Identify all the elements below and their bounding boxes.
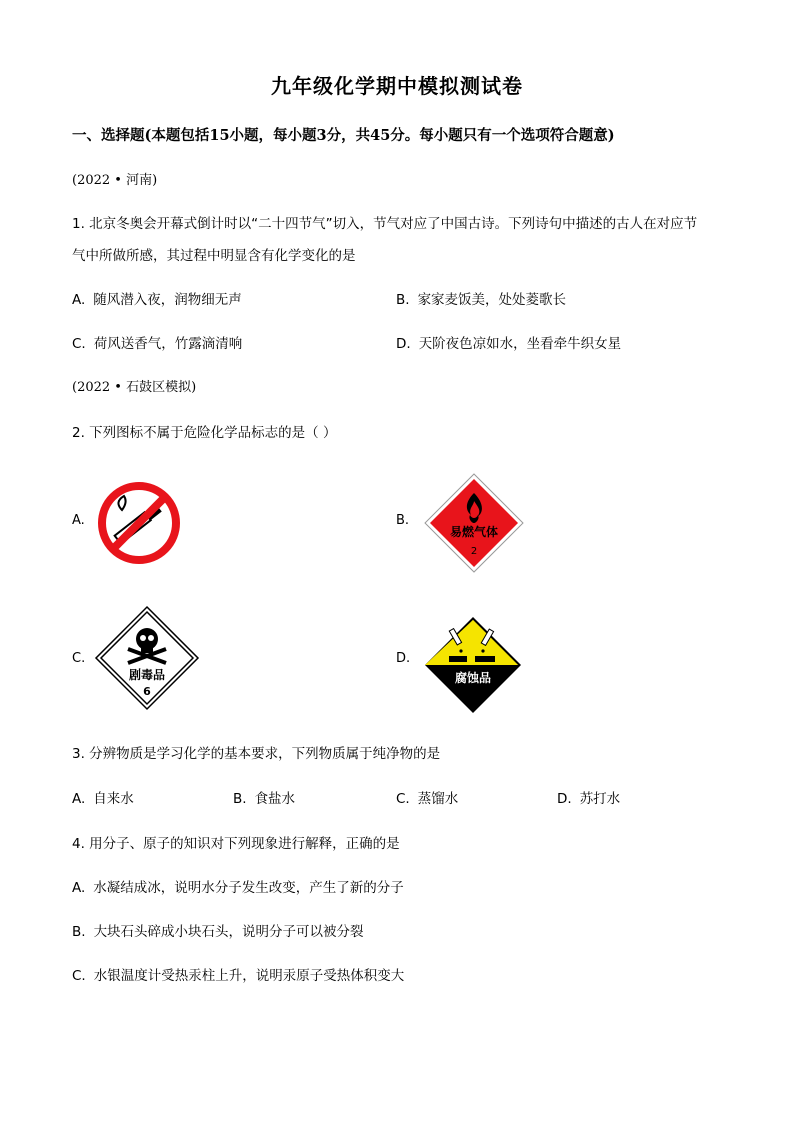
q2-option-d-letter[interactable]: D. [396, 651, 411, 666]
sign-text: 腐蚀品 [454, 671, 492, 685]
option-letter: D. [557, 791, 572, 807]
sign-number: 6 [143, 685, 151, 698]
option-letter: A. [72, 292, 86, 308]
option-text: 大块石头碎成小块石头，说明分子可以被分裂 [93, 924, 364, 940]
sign-text: 易燃气体 [449, 525, 499, 539]
q4-option-c[interactable] [72, 964, 404, 984]
option-text: 荷风送香气，竹露滴清响 [93, 336, 243, 352]
q1-option-d[interactable] [396, 332, 621, 352]
option-text: 苏打水 [579, 791, 621, 807]
option-letter: C. [72, 336, 86, 352]
no-smoking-icon[interactable] [96, 480, 182, 566]
q2-source: (2022 • 石鼓区模拟) [72, 380, 197, 395]
sign-number: 2 [470, 546, 478, 557]
section-heading: 一、选择题(本题包括15小题，每小题3分，共45分。每小题只有一个选项符合题意) [72, 127, 615, 144]
q2-option-b-letter[interactable]: B. [396, 513, 410, 528]
q1-option-b[interactable] [396, 288, 566, 308]
toxic-skull-icon[interactable] [94, 605, 200, 711]
option-text: 水银温度计受热汞柱上升，说明汞原子受热体积变大 [93, 968, 405, 984]
option-text: 水凝结成冰，说明水分子发生改变，产生了新的分子 [93, 880, 404, 896]
option-letter: A. [72, 791, 86, 807]
page-title: 九年级化学期中模拟测试卷 [271, 74, 523, 98]
sign-text: 剧毒品 [128, 668, 166, 682]
q2-option-a-letter[interactable]: A. [72, 513, 85, 528]
q3-option-d[interactable] [557, 787, 620, 807]
option-letter: A. [72, 880, 86, 896]
flammable-gas-icon[interactable] [424, 473, 524, 573]
option-letter: D. [396, 336, 411, 352]
q3-option-b[interactable] [233, 787, 295, 807]
q1-stem-line1: 1. 北京冬奥会开幕式倒计时以“二十四节气”切入，节气对应了中国古诗。下列诗句中描述的古人在对应节 [72, 216, 698, 232]
q4-option-a[interactable] [72, 876, 404, 896]
q3-stem: 3. 分辨物质是学习化学的基本要求，下列物质属于纯净物的是 [72, 746, 441, 762]
option-letter: B. [72, 924, 86, 940]
q3-option-a[interactable] [72, 787, 134, 807]
q3-option-c[interactable] [396, 787, 458, 807]
option-letter: C. [72, 968, 86, 984]
option-letter: B. [396, 292, 410, 308]
corrosive-icon[interactable] [423, 615, 523, 715]
q2-option-c-letter[interactable]: C. [72, 651, 86, 666]
option-text: 食盐水 [254, 791, 296, 807]
q4-stem: 4. 用分子、原子的知识对下列现象进行解释，正确的是 [72, 836, 400, 852]
option-text: 天阶夜色凉如水，坐看牵牛织女星 [418, 336, 622, 352]
option-letter: B. [233, 791, 247, 807]
q1-option-a[interactable] [72, 288, 242, 308]
q1-option-c[interactable] [72, 332, 242, 352]
q1-stem-line2: 气中所做所感，其过程中明显含有化学变化的是 [72, 248, 356, 264]
q1-source: (2022 • 河南) [72, 173, 158, 188]
option-text: 自来水 [93, 791, 134, 807]
option-text: 随风潜入夜，润物细无声 [93, 292, 242, 308]
option-text: 家家麦饭美，处处菱歌长 [417, 292, 567, 308]
option-text: 蒸馏水 [417, 791, 459, 807]
q4-option-b[interactable] [72, 920, 364, 940]
option-letter: C. [396, 791, 410, 807]
q2-stem: 2. 下列图标不属于危险化学品标志的是（ ） [72, 425, 337, 441]
